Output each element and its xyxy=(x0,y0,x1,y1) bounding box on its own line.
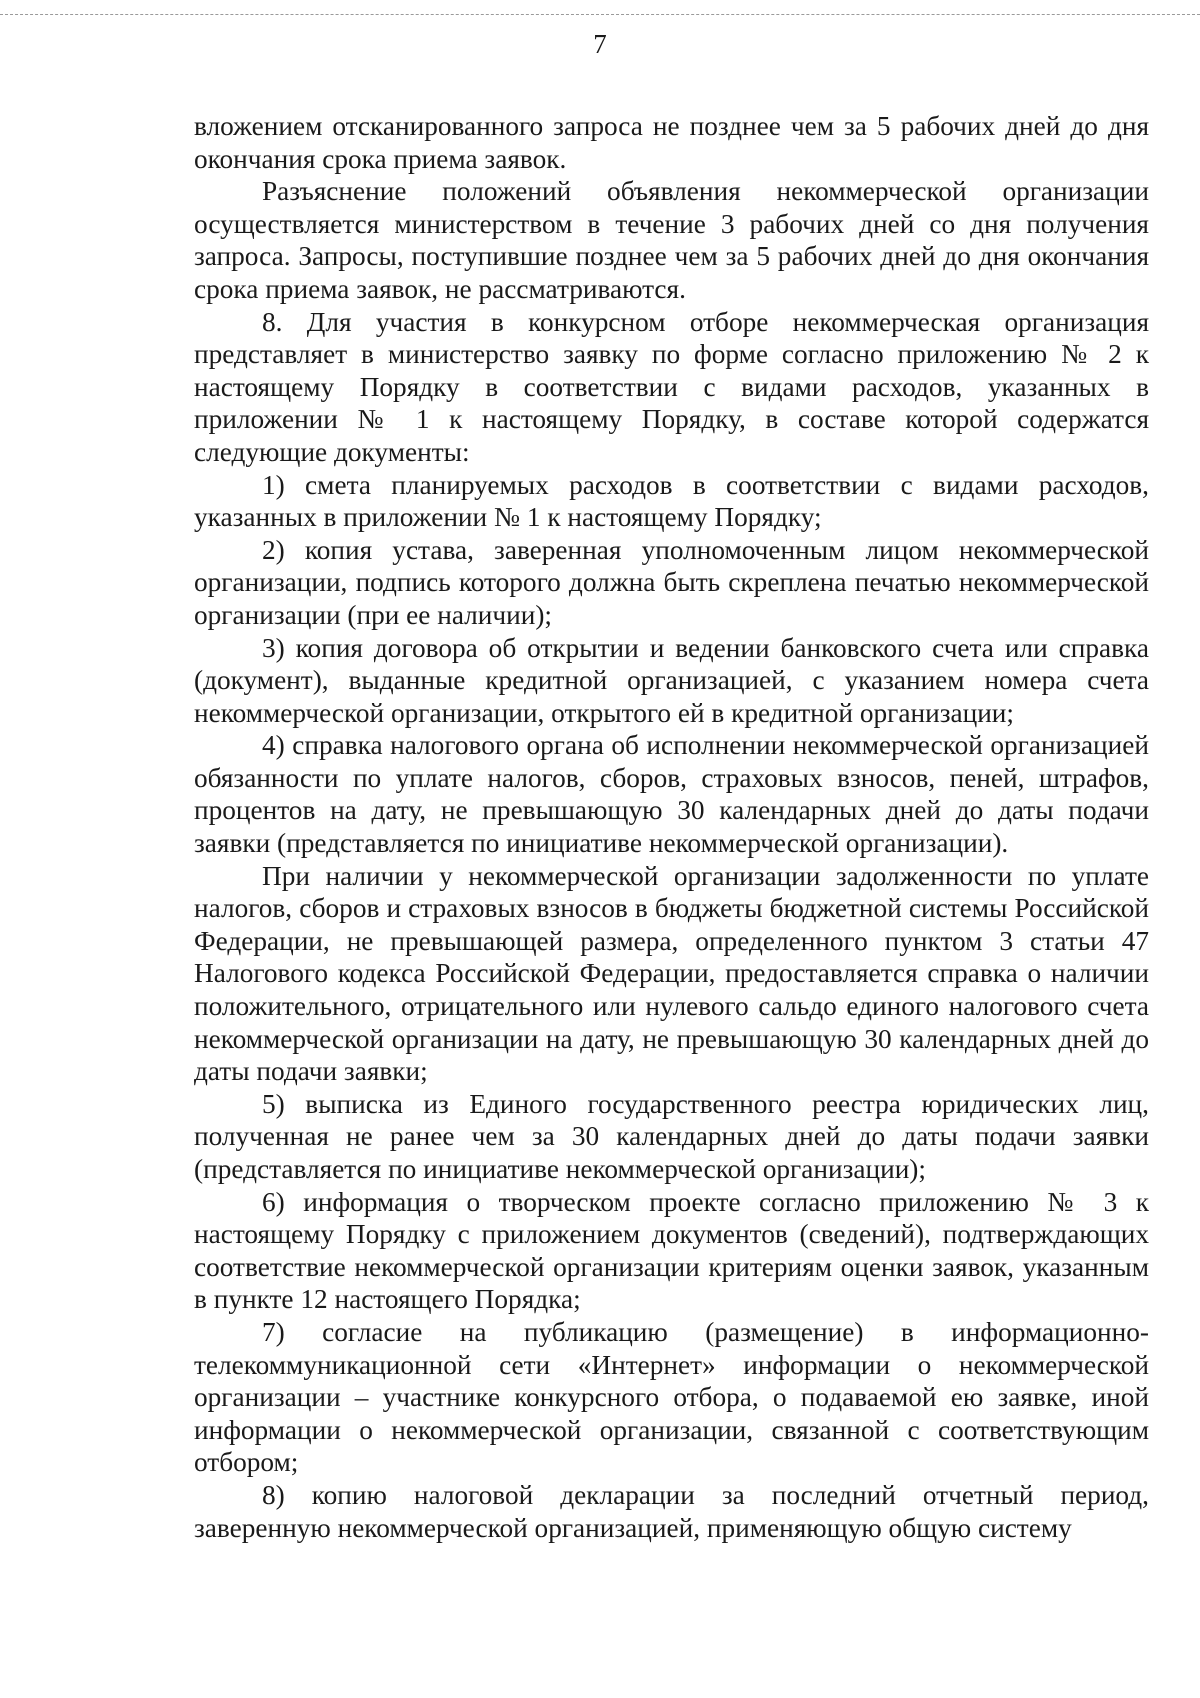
paragraph-7: При наличии у некоммерческой организации задолженности по уплате налогов, сборов и страховых взносов в бюджеты бюджетной системы Российской Федерации, не превышающей размера, определенного пунктом 3 статьи 47 Налогового кодекса Российской Федерации, предоставляется справка о наличии положительного, отрицательного или нулевого сальдо единого налогового счета некоммерческой организации на дату, не превышающую 30 календарных дней до даты подачи заявки; xyxy=(194,860,1149,1087)
paragraph-9: 6) информация о творческом проекте согласно приложению № 3 к настоящему Порядку с приложением документов (сведений), подтверждающих соответствие некоммерческой организации критериям оценки заявок, указанным в пункте 12 настоящего Порядка; xyxy=(194,1186,1149,1315)
paragraph-1: Разъяснение положений объявления некоммерческой организации осуществляется министерством в течение 3 рабочих дней со дня получения запроса. Запросы, поступившие позднее чем за 5 рабочих дней до дня окончания срока приема заявок, не рассматриваются. xyxy=(194,176,1149,304)
paragraph-3: 1) смета планируемых расходов в соответствии с видами расходов, указанных в приложении № 1 к настоящему Порядку; xyxy=(194,469,1149,533)
paragraph-11: 8) копию налоговой декларации за последний отчетный период, заверенную некоммерческой организацией, применяющую общую систему xyxy=(194,1479,1149,1543)
paragraph-6: 4) справка налогового органа об исполнении некоммерческой организацией обязанности по уплате налогов, сборов, страховых взносов, пеней, штрафов, процентов на дату, не превышающую 30 календарных дней до даты подачи заявки (представляется по инициативе некоммерческой организации). xyxy=(194,730,1149,859)
paragraph-2: 8. Для участия в конкурсном отборе некоммерческая организация представляет в министерство заявку по форме согласно приложению № 2 к настоящему Порядку в соответствии с видами расходов, указанных в приложении № 1 к настоящему Порядку, в составе которой содержатся следующие документы: xyxy=(194,306,1149,467)
paragraph-5: 3) копия договора об открытии и ведении банковского счета или справка (документ), выданные кредитной организацией, с указанием номера счета некоммерческой организации, открытого ей в кредитной организации; xyxy=(194,632,1149,728)
paragraph-8: 5) выписка из Единого государственного реестра юридических лиц, полученная не ранее чем за 30 календарных дней до даты подачи заявки (представляется по инициативе некоммерческой организации); xyxy=(194,1088,1149,1184)
document-body xyxy=(194,110,1149,1544)
paragraph-4: 2) копия устава, заверенная уполномоченным лицом некоммерческой организации, подпись которого должна быть скреплена печатью некоммерческой организации (при ее наличии); xyxy=(194,534,1149,630)
scan-edge-line xyxy=(0,14,1200,15)
paragraph-0: вложением отсканированного запроса не позднее чем за 5 рабочих дней до дня окончания срока приема заявок. xyxy=(194,111,1149,174)
page-number: 7 xyxy=(593,29,607,59)
paragraph-10: 7) согласие на публикацию (размещение) в информационно-телекоммуникационной сети «Интернет» информации о некоммерческой организации – участнике конкурсного отбора, о подаваемой ею заявке, иной информации о некоммерческой организации, связанной с соответствующим отбором; xyxy=(194,1316,1149,1478)
